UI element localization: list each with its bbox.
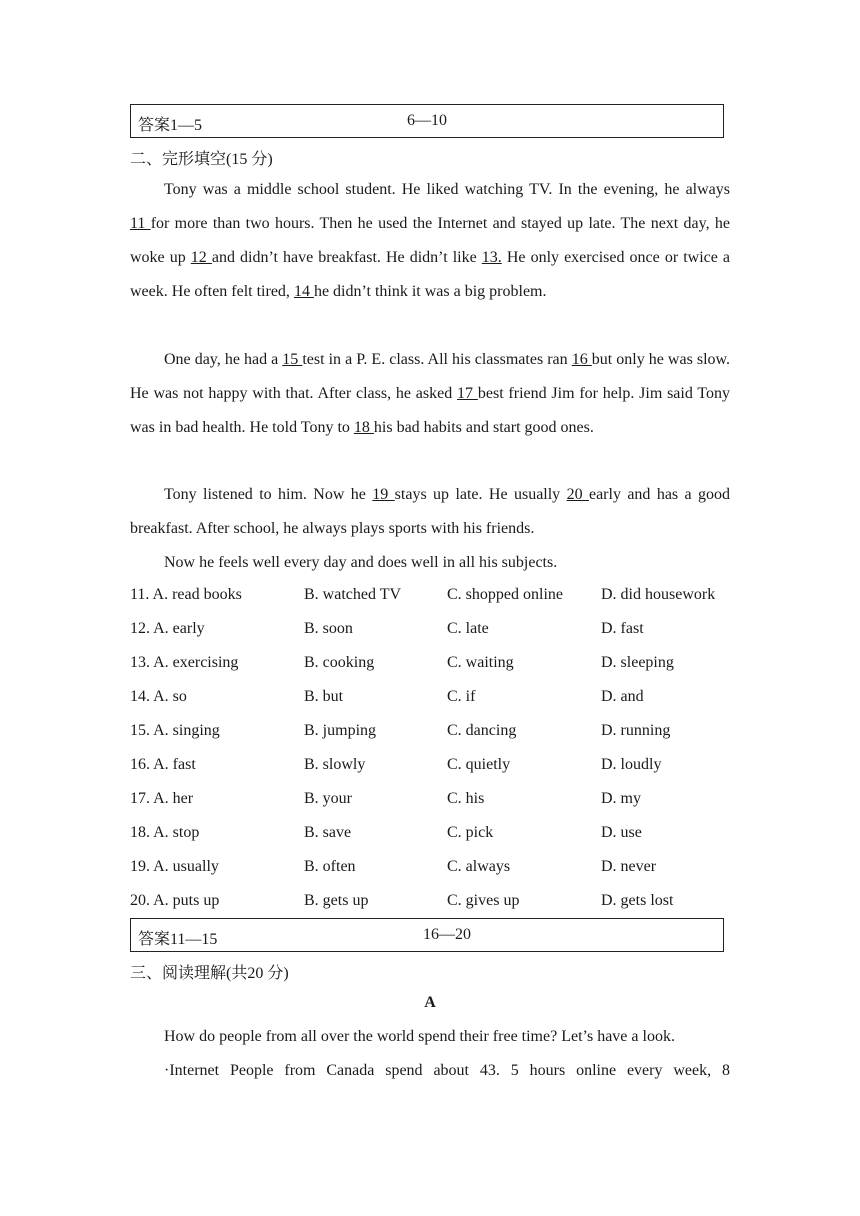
section-title: 三、阅读理解(共20 分)	[130, 965, 289, 982]
option-row: 12. A. early B. soon C. late D. fast	[130, 620, 644, 637]
passage-paragraph: Now he feels well every day and does well in all his subjects.	[164, 554, 558, 571]
section-title: 二、完形填空(15 分)	[130, 151, 273, 168]
blank-12: 12	[190, 249, 212, 266]
answer-label-range: 16—20	[423, 926, 471, 943]
blank-18: 18	[353, 419, 374, 436]
blank-20: 20	[566, 486, 589, 503]
blank-15: 15	[282, 351, 303, 368]
option-row: 17. A. her B. your C. his D. my	[130, 790, 641, 807]
option-row: 19. A. usually B. often C. always D. never	[130, 858, 657, 875]
blank-19: 19	[372, 486, 395, 503]
blank-11: 11	[130, 215, 151, 232]
answer-box	[130, 104, 724, 138]
reading-line: ·Internet People from Canada spend about 43. 5 hours online every week, 8	[164, 1062, 730, 1079]
option-row: 18. A. stop B. save C. pick D. use	[130, 824, 642, 841]
passage-paragraph: Tony listened to him. Now he 19 stays up late. He usually 20 early and has a good breakfast. After school, he always plays sports with his friends.	[130, 486, 731, 537]
reading-intro: How do people from all over the world spend their free time? Let’s have a look.	[164, 1028, 675, 1045]
blank-13: 13.	[481, 249, 502, 266]
blank-17: 17	[457, 385, 478, 402]
passage-paragraph: One day, he had a 15 test in a P. E. class. All his classmates ran 16 but only he was slow. He was not happy with that. After class, he asked 17 best friend Jim for help. Jim said Tony was in bad health. He told Tony to 18 his bad habits and start good ones.	[130, 351, 731, 436]
option-row: 20. A. puts up B. gets up C. gives up D. gets lost	[130, 892, 674, 909]
answer-box	[130, 918, 724, 952]
options-list	[130, 580, 740, 920]
blank-14: 14	[293, 283, 314, 300]
option-row: 14. A. so B. but C. if D. and	[130, 688, 644, 705]
blank-16: 16	[571, 351, 592, 368]
option-row: 16. A. fast B. slowly C. quietly D. loudly	[130, 756, 662, 773]
answer-label-range: 6—10	[407, 112, 447, 129]
option-row: 11. A. read books B. watched TV C. shopped online D. did housework	[130, 586, 716, 603]
passage-heading: A	[424, 994, 436, 1011]
option-row: 13. A. exercising B. cooking C. waiting D. sleeping	[130, 654, 674, 671]
option-row: 15. A. singing B. jumping C. dancing D. running	[130, 722, 671, 739]
answer-label: 答案11—15	[138, 931, 218, 948]
passage-paragraph: Tony was a middle school student. He liked watching TV. In the evening, he always 11 for more than two hours. Then he used the Internet and stayed up late. The next day, he woke up 12 and didn’t have breakfast. He didn’t like 13. He only exercised once or twice a week. He often felt tired, 14 he didn’t think it was a big problem.	[130, 181, 731, 300]
answer-label: 答案1—5	[138, 117, 203, 134]
